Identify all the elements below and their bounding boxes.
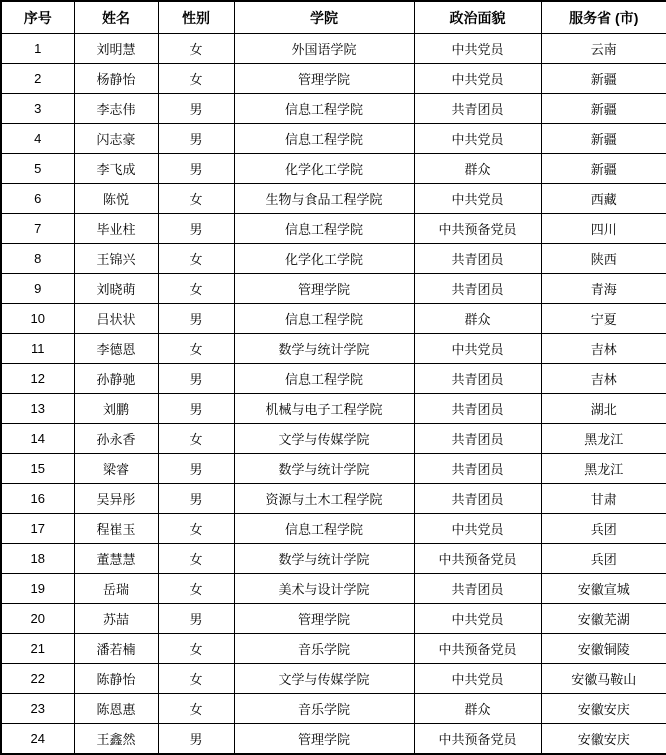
cell-service-province: 新疆 [541,124,666,154]
cell-political-status: 共青团员 [414,364,541,394]
cell-gender: 男 [158,724,234,755]
table-row [1,394,666,424]
cell-college: 美术与设计学院 [234,574,414,604]
cell-index: 22 [1,664,74,694]
cell-index: 10 [1,304,74,334]
table-row [1,484,666,514]
cell-service-province: 吉林 [541,364,666,394]
cell-college: 信息工程学院 [234,124,414,154]
cell-index: 6 [1,184,74,214]
cell-name: 吴异彤 [74,484,158,514]
cell-service-province: 云南 [541,34,666,64]
table-row [1,214,666,244]
cell-name: 陈悦 [74,184,158,214]
cell-college: 管理学院 [234,64,414,94]
cell-name: 王鑫然 [74,724,158,755]
cell-gender: 男 [158,94,234,124]
cell-college: 信息工程学院 [234,364,414,394]
cell-index: 7 [1,214,74,244]
cell-college: 信息工程学院 [234,214,414,244]
cell-college: 信息工程学院 [234,304,414,334]
cell-service-province: 兵团 [541,544,666,574]
cell-college: 资源与土木工程学院 [234,484,414,514]
cell-name: 毕业柱 [74,214,158,244]
cell-college: 化学化工学院 [234,154,414,184]
cell-gender: 女 [158,34,234,64]
table-row [1,94,666,124]
cell-college: 管理学院 [234,274,414,304]
cell-name: 孙永香 [74,424,158,454]
cell-index: 18 [1,544,74,574]
cell-index: 11 [1,334,74,364]
table-row [1,604,666,634]
column-header-service-province: 服务省 (市) [541,1,666,34]
cell-political-status: 中共党员 [414,334,541,364]
cell-name: 王锦兴 [74,244,158,274]
cell-name: 吕状状 [74,304,158,334]
cell-college: 数学与统计学院 [234,454,414,484]
table-body [1,34,666,755]
cell-college: 机械与电子工程学院 [234,394,414,424]
cell-service-province: 安徽铜陵 [541,634,666,664]
cell-college: 信息工程学院 [234,514,414,544]
table-row [1,574,666,604]
cell-service-province: 安徽宣城 [541,574,666,604]
cell-service-province: 宁夏 [541,304,666,334]
cell-college: 音乐学院 [234,634,414,664]
cell-political-status: 共青团员 [414,484,541,514]
cell-service-province: 安徽安庆 [541,694,666,724]
cell-gender: 女 [158,274,234,304]
table-row [1,334,666,364]
cell-service-province: 安徽芜湖 [541,604,666,634]
cell-service-province: 新疆 [541,154,666,184]
cell-political-status: 中共党员 [414,664,541,694]
cell-service-province: 青海 [541,274,666,304]
cell-index: 15 [1,454,74,484]
header-row [1,1,666,34]
cell-service-province: 西藏 [541,184,666,214]
cell-name: 岳瑞 [74,574,158,604]
cell-gender: 女 [158,184,234,214]
table-row [1,244,666,274]
cell-gender: 男 [158,214,234,244]
cell-gender: 男 [158,364,234,394]
cell-political-status: 中共预备党员 [414,724,541,755]
cell-index: 17 [1,514,74,544]
table-row [1,304,666,334]
cell-name: 李志伟 [74,94,158,124]
cell-political-status: 共青团员 [414,94,541,124]
cell-name: 闪志豪 [74,124,158,154]
cell-name: 程崔玉 [74,514,158,544]
cell-index: 20 [1,604,74,634]
cell-index: 2 [1,64,74,94]
table-header [1,1,666,34]
cell-index: 5 [1,154,74,184]
table-row [1,634,666,664]
cell-name: 刘鹏 [74,394,158,424]
cell-college: 管理学院 [234,604,414,634]
cell-political-status: 群众 [414,154,541,184]
cell-index: 19 [1,574,74,604]
cell-political-status: 中共党员 [414,514,541,544]
cell-index: 1 [1,34,74,64]
cell-service-province: 黑龙江 [541,454,666,484]
cell-name: 刘晓萌 [74,274,158,304]
table-row [1,124,666,154]
cell-gender: 男 [158,454,234,484]
cell-name: 李飞成 [74,154,158,184]
cell-index: 24 [1,724,74,755]
cell-index: 8 [1,244,74,274]
cell-name: 梁睿 [74,454,158,484]
cell-political-status: 中共预备党员 [414,544,541,574]
cell-gender: 女 [158,244,234,274]
cell-gender: 女 [158,694,234,724]
cell-service-province: 陕西 [541,244,666,274]
table-row [1,424,666,454]
table-row [1,514,666,544]
table-row [1,64,666,94]
cell-gender: 男 [158,154,234,184]
cell-index: 4 [1,124,74,154]
cell-gender: 女 [158,664,234,694]
column-header-index: 序号 [1,1,74,34]
table-row [1,544,666,574]
cell-name: 陈静怡 [74,664,158,694]
cell-gender: 女 [158,544,234,574]
cell-college: 文学与传媒学院 [234,664,414,694]
cell-political-status: 中共党员 [414,604,541,634]
cell-service-province: 吉林 [541,334,666,364]
cell-gender: 女 [158,424,234,454]
cell-gender: 男 [158,304,234,334]
cell-gender: 女 [158,574,234,604]
table-row [1,694,666,724]
cell-name: 刘明慧 [74,34,158,64]
cell-college: 生物与食品工程学院 [234,184,414,214]
table-row [1,454,666,484]
cell-gender: 女 [158,634,234,664]
cell-college: 数学与统计学院 [234,334,414,364]
cell-service-province: 安徽安庆 [541,724,666,755]
cell-service-province: 黑龙江 [541,424,666,454]
cell-service-province: 新疆 [541,94,666,124]
cell-college: 数学与统计学院 [234,544,414,574]
cell-political-status: 中共党员 [414,184,541,214]
cell-name: 李德恩 [74,334,158,364]
cell-college: 文学与传媒学院 [234,424,414,454]
cell-political-status: 共青团员 [414,244,541,274]
cell-service-province: 甘肃 [541,484,666,514]
column-header-political-status: 政治面貌 [414,1,541,34]
cell-index: 16 [1,484,74,514]
cell-college: 音乐学院 [234,694,414,724]
cell-gender: 男 [158,484,234,514]
cell-college: 化学化工学院 [234,244,414,274]
table-row [1,34,666,64]
table-row [1,724,666,755]
cell-service-province: 安徽马鞍山 [541,664,666,694]
cell-political-status: 群众 [414,304,541,334]
cell-college: 信息工程学院 [234,94,414,124]
cell-name: 董慧慧 [74,544,158,574]
cell-political-status: 共青团员 [414,424,541,454]
column-header-name: 姓名 [74,1,158,34]
cell-political-status: 群众 [414,694,541,724]
cell-gender: 女 [158,64,234,94]
table-row [1,184,666,214]
cell-name: 陈恩惠 [74,694,158,724]
cell-political-status: 共青团员 [414,574,541,604]
cell-political-status: 共青团员 [414,274,541,304]
cell-index: 9 [1,274,74,304]
cell-gender: 男 [158,124,234,154]
cell-political-status: 中共预备党员 [414,214,541,244]
cell-political-status: 共青团员 [414,394,541,424]
cell-gender: 男 [158,604,234,634]
cell-college: 外国语学院 [234,34,414,64]
cell-service-province: 湖北 [541,394,666,424]
table-row [1,364,666,394]
cell-political-status: 共青团员 [414,454,541,484]
cell-name: 杨静怡 [74,64,158,94]
column-header-college: 学院 [234,1,414,34]
cell-gender: 女 [158,514,234,544]
cell-service-province: 兵团 [541,514,666,544]
cell-political-status: 中共党员 [414,34,541,64]
cell-political-status: 中共党员 [414,124,541,154]
column-header-gender: 性别 [158,1,234,34]
cell-political-status: 中共党员 [414,64,541,94]
table-row [1,274,666,304]
cell-index: 21 [1,634,74,664]
table-row [1,154,666,184]
table-row [1,664,666,694]
cell-political-status: 中共预备党员 [414,634,541,664]
cell-name: 孙静驰 [74,364,158,394]
cell-name: 苏喆 [74,604,158,634]
cell-index: 3 [1,94,74,124]
cell-index: 23 [1,694,74,724]
cell-index: 14 [1,424,74,454]
cell-name: 潘若楠 [74,634,158,664]
cell-service-province: 四川 [541,214,666,244]
cell-college: 管理学院 [234,724,414,755]
cell-gender: 女 [158,334,234,364]
cell-index: 12 [1,364,74,394]
cell-service-province: 新疆 [541,64,666,94]
cell-gender: 男 [158,394,234,424]
cell-index: 13 [1,394,74,424]
